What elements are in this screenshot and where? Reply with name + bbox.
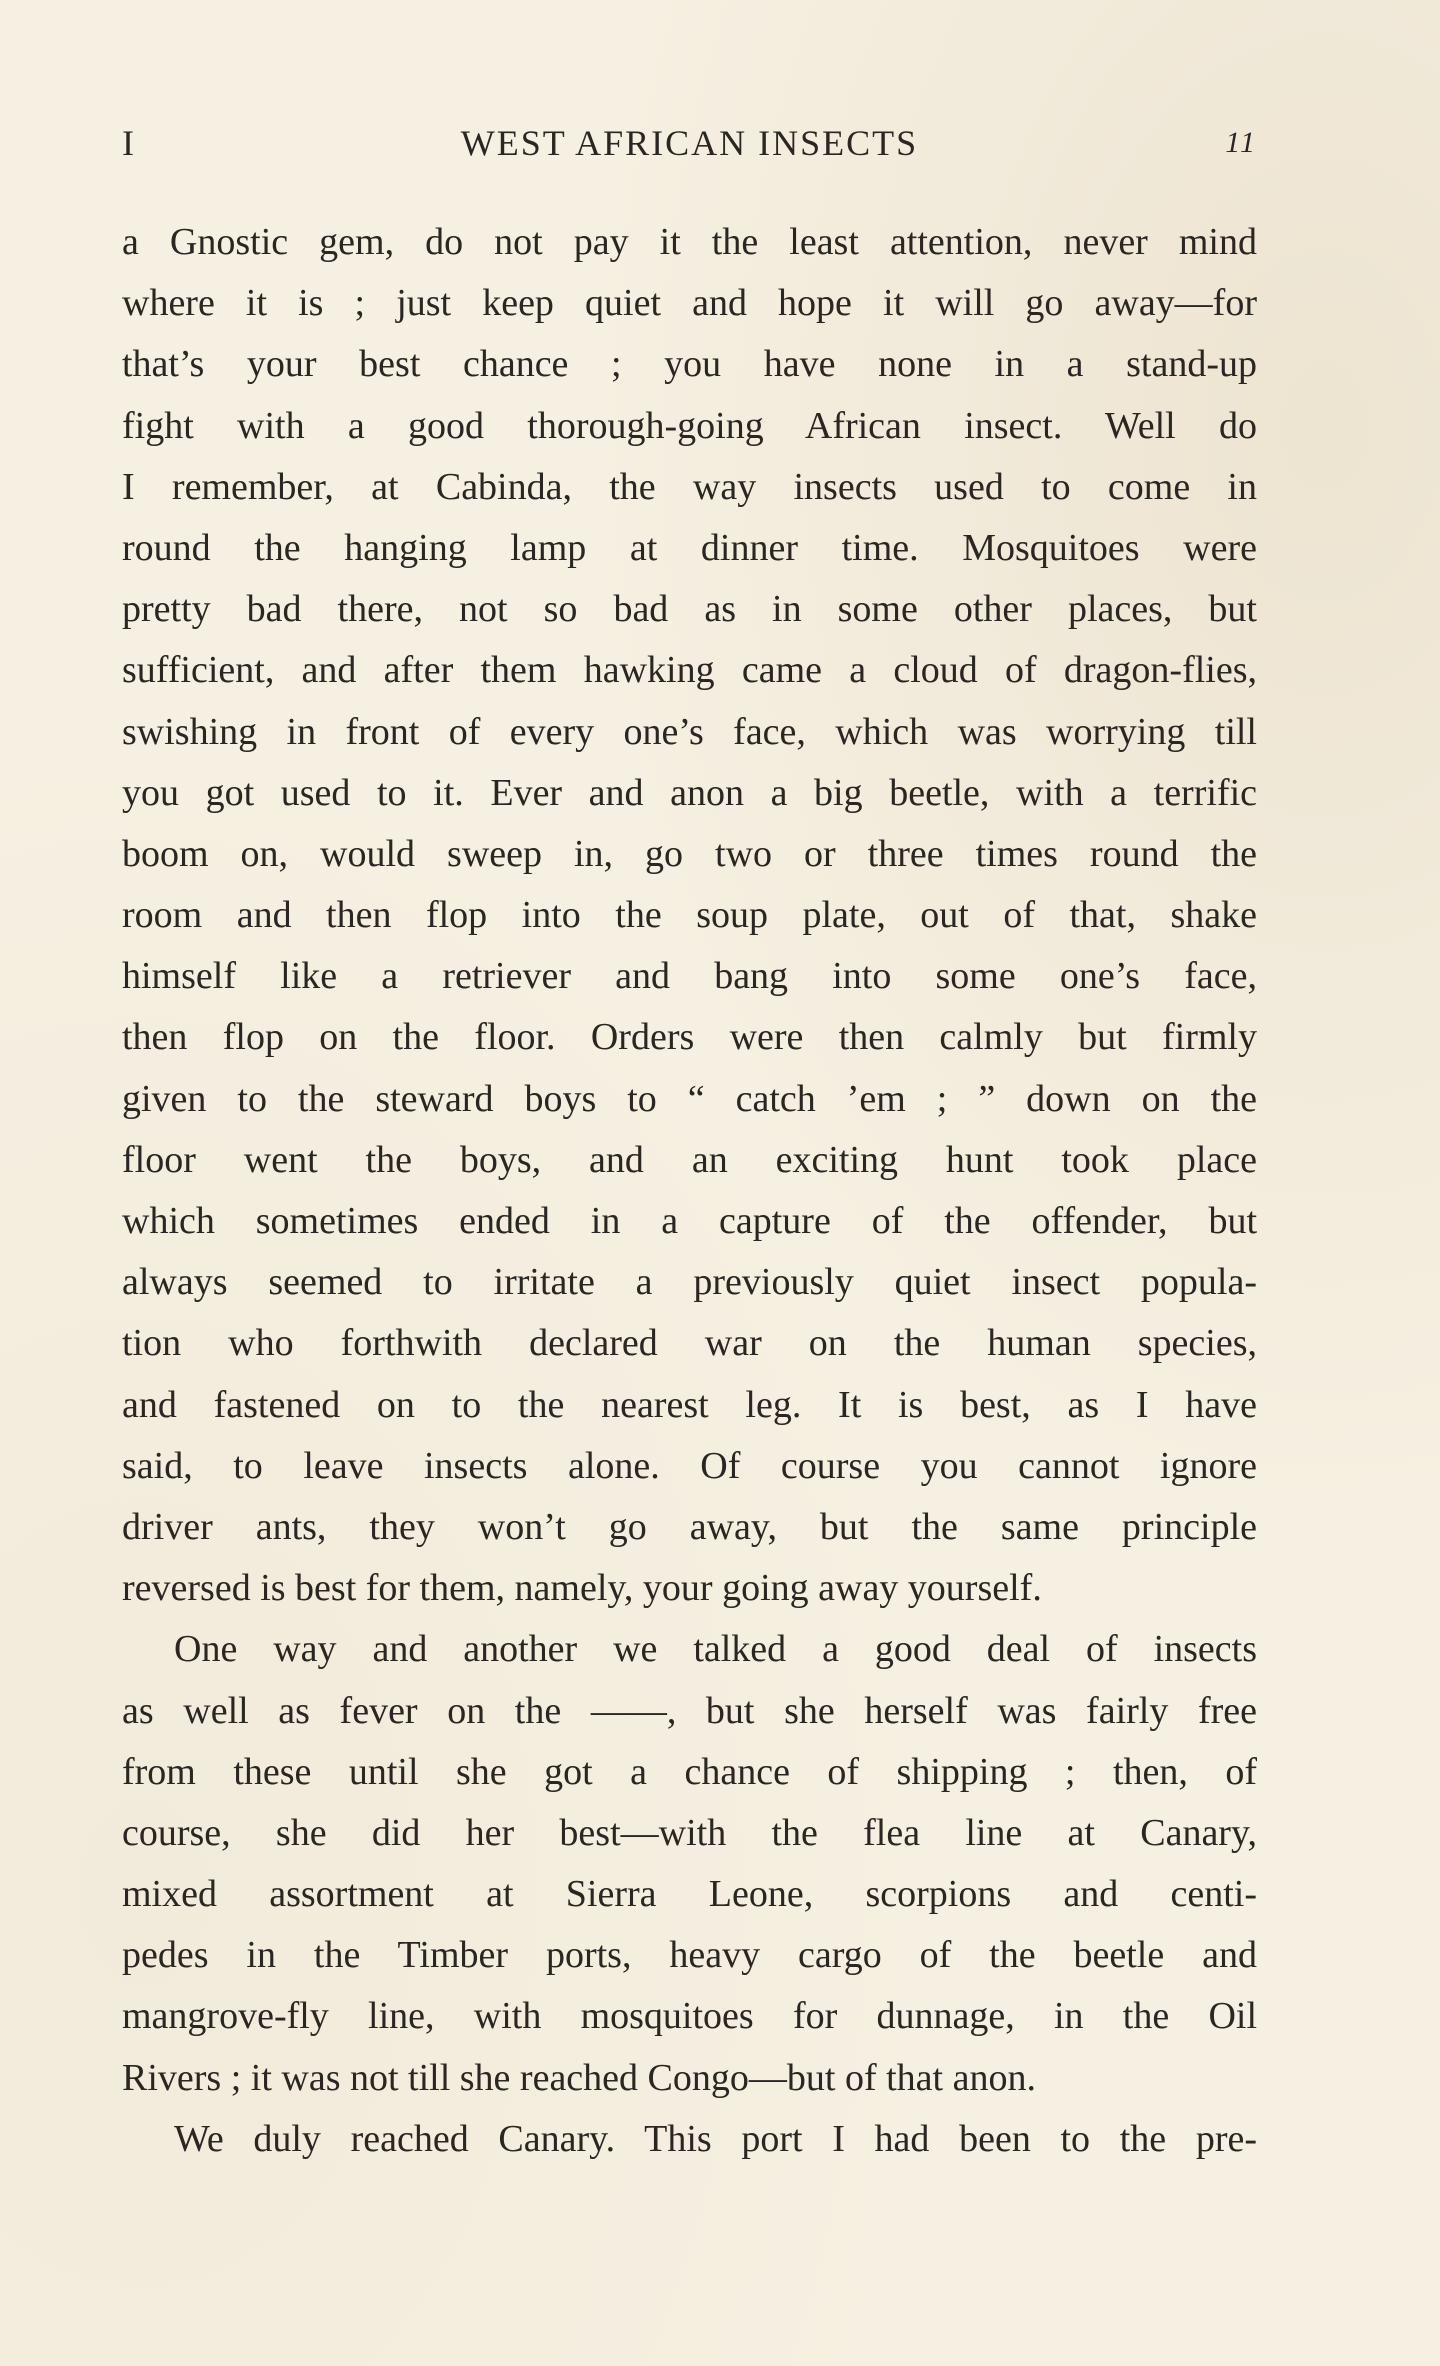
text-line: and fastened on to the nearest leg. It is best, as I have [122, 1383, 1257, 1426]
text-line: himself like a retriever and bang into some one’s face, [122, 955, 1257, 998]
text-line: a Gnostic gem, do not pay it the least attention, never mind [122, 221, 1257, 263]
text-line: boom on, would sweep in, go two or three times round the [122, 832, 1257, 875]
text-line: sufficient, and after them hawking came a cloud of dragon-flies, [122, 649, 1257, 692]
text-line: fight with a good thorough-going African insect. Well do [122, 404, 1257, 447]
text-line: reversed is best for them, namely, your going away yourself. [122, 1567, 1042, 1610]
text-line: mixed assortment at Sierra Leone, scorpions and centi- [122, 1873, 1257, 1916]
text-line: you got used to it. Ever and anon a big beetle, with a terrific [122, 771, 1257, 814]
text-line: from these until she got a chance of shipping ; then, of [122, 1750, 1257, 1793]
text-line: floor went the boys, and an exciting hunt took place [122, 1138, 1257, 1181]
text-line: I remember, at Cabinda, the way insects used to come in [122, 465, 1257, 508]
running-head [122, 122, 1257, 172]
text-line: One way and another we talked a good deal of insects [174, 1628, 1257, 1671]
text-line: course, she did her best—with the flea line at Canary, [122, 1811, 1257, 1854]
text-line: always seemed to irritate a previously quiet insect popula- [122, 1261, 1257, 1304]
text-line: where it is ; just keep quiet and hope it will go away—for [122, 282, 1257, 325]
text-line: driver ants, they won’t go away, but the same principle [122, 1505, 1257, 1548]
text-line: pedes in the Timber ports, heavy cargo of the beetle and [122, 1934, 1257, 1977]
text-line: then flop on the floor. Orders were then calmly but firmly [122, 1016, 1257, 1059]
text-line: said, to leave insects alone. Of course you cannot ignore [122, 1444, 1257, 1487]
body-text [122, 212, 1257, 2170]
text-line: We duly reached Canary. This port I had been to the pre- [174, 2117, 1257, 2160]
text-line: which sometimes ended in a capture of the offender, but [122, 1200, 1257, 1242]
text-line: round the hanging lamp at dinner time. Mosquitoes were [122, 526, 1257, 569]
text-line: pretty bad there, not so bad as in some other places, but [122, 588, 1257, 631]
text-line: given to the steward boys to “ catch ’em ; ” down on the [122, 1077, 1257, 1120]
text-line: room and then flop into the soup plate, out of that, shake [122, 894, 1257, 937]
running-title: WEST AFRICAN INSECTS [460, 123, 919, 163]
text-line: Rivers ; it was not till she reached Congo—but of that anon. [122, 2056, 1036, 2099]
text-line: mangrove-fly line, with mosquitoes for dunnage, in the Oil [122, 1995, 1257, 2038]
text-line: tion who forthwith declared war on the human species, [122, 1322, 1257, 1365]
text-line: that’s your best chance ; you have none in a stand-up [122, 343, 1257, 386]
text-line: swishing in front of every one’s face, which was worrying till [122, 710, 1257, 753]
text-line: as well as fever on the ——, but she herself was fairly free [122, 1689, 1257, 1732]
page-number: 11 [1225, 126, 1257, 159]
chapter-number: I [122, 123, 136, 163]
